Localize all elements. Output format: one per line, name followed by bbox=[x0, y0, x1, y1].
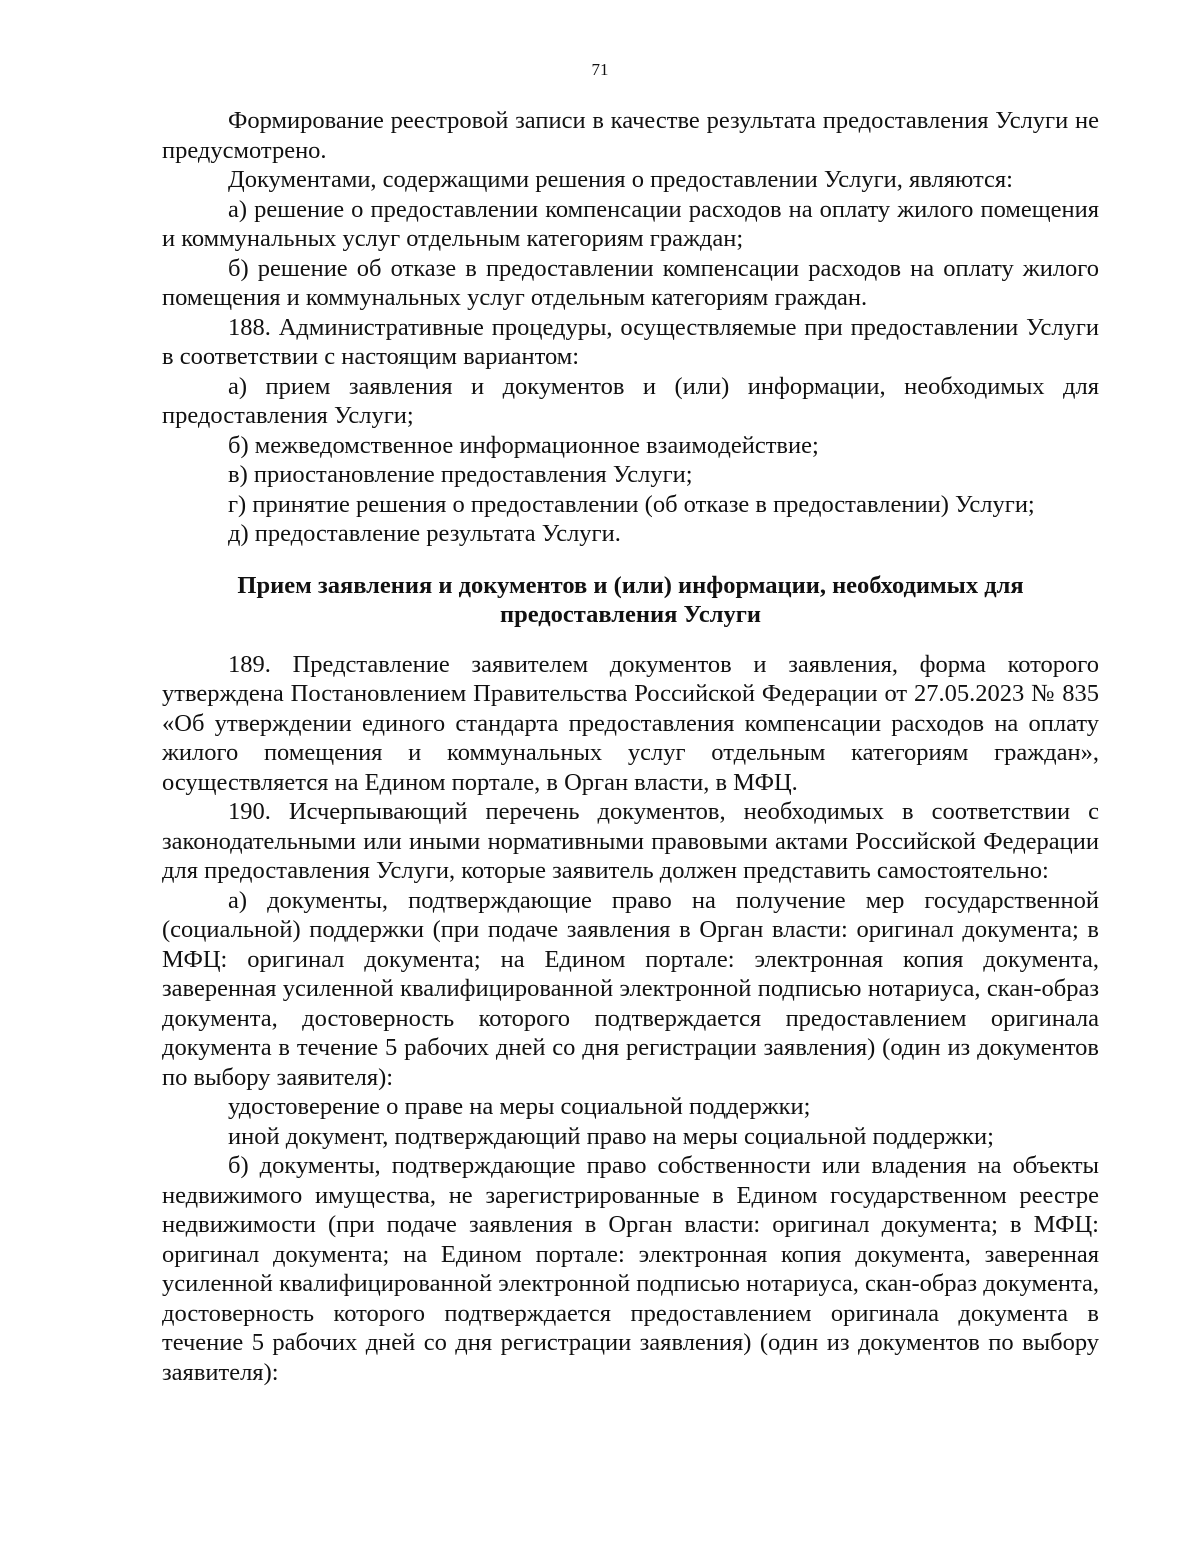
paragraph-189: 189. Представление заявителем документов и заявления, форма которого утверждена Постановлением Правительства Российской Федерации от 27.05.2023 № 835 «Об утверждении единого стандарта предоставления компенсации расходов на оплату жилого помещения и коммунальных услуг отдельным категориям граждан», осуществляется на Едином портале, в Орган власти, в МФЦ. bbox=[162, 650, 1099, 796]
list-item-d-result: д) предоставление результата Услуги. bbox=[228, 520, 621, 547]
list-item-certificate: удостоверение о праве на меры социальной поддержки; bbox=[228, 1093, 811, 1120]
paragraph-188: 188. Административные процедуры, осуществляемые при предоставлении Услуги в соответствии с настоящим вариантом: bbox=[162, 313, 1099, 370]
list-item-g-decision: г) принятие решения о предоставлении (об отказе в предоставлении) Услуги; bbox=[228, 490, 1035, 518]
list-item-a-decision-grant: а) решение о предоставлении компенсации расходов на оплату жилого помещения и коммунальных услуг отдельным категориям граждан; bbox=[162, 195, 1099, 252]
list-item-b-interagency: б) межведомственное информационное взаимодействие; bbox=[228, 431, 819, 459]
list-item-a-application-intake: а) прием заявления и документов и (или) информации, необходимых для предоставления Услуги; bbox=[162, 372, 1099, 429]
section-heading-line2: предоставления Услуги bbox=[500, 601, 761, 628]
paragraph-190: 190. Исчерпывающий перечень документов, необходимых в соответствии с законодательными или иными нормативными правовыми актами Российской Федерации для предоставления Услуги, которые заявитель должен представить самостоятельно: bbox=[162, 798, 1099, 884]
list-item-other-document: иной документ, подтверждающий право на меры социальной поддержки; bbox=[228, 1122, 994, 1150]
section-heading-line1: Прием заявления и документов и (или) информации, необходимых для bbox=[237, 571, 1024, 599]
paragraph-decision-documents: Документами, содержащими решения о предоставлении Услуги, являются: bbox=[228, 166, 1013, 193]
list-item-b-decision-refusal: б) решение об отказе в предоставлении компенсации расходов на оплату жилого помещения и коммунальных услуг отдельным категориям граждан. bbox=[162, 254, 1099, 311]
section-heading bbox=[162, 571, 1099, 630]
list-item-a-support-documents: а) документы, подтверждающие право на получение мер государственной (социальной) поддержки (при подаче заявления в Орган власти: оригинал документа; в МФЦ: оригинал документа; на Едином портале: электронная копия документа, заверенная усиленной квалифицированной электронной подписью нотариуса, скан-образ документа, достоверность которого подтверждается предоставлением оригинала документа в течение 5 рабочих дней со дня регистрации заявления) (один из документов по выбору заявителя): bbox=[162, 886, 1099, 1091]
page-number: 71 bbox=[591, 60, 609, 79]
document-body bbox=[162, 106, 1099, 1387]
paragraph-registry-record: Формирование реестровой записи в качестве результата предоставления Услуги не предусмотрено. bbox=[162, 107, 1099, 164]
list-item-b-property-documents: б) документы, подтверждающие право собственности или владения на объекты недвижимого имущества, не зарегистрированные в Едином государственном реестре недвижимости (при подаче заявления в Орган власти: оригинал документа; в МФЦ: оригинал документа; на Едином портале: электронная копия документа, заверенная усиленной квалифицированной электронной подписью нотариуса, скан-образ документа, достоверность которого подтверждается предоставлением оригинала документа в течение 5 рабочих дней со дня регистрации заявления) (один из документов по выбору заявителя): bbox=[162, 1152, 1099, 1386]
list-item-v-suspension: в) приостановление предоставления Услуги; bbox=[228, 461, 693, 488]
